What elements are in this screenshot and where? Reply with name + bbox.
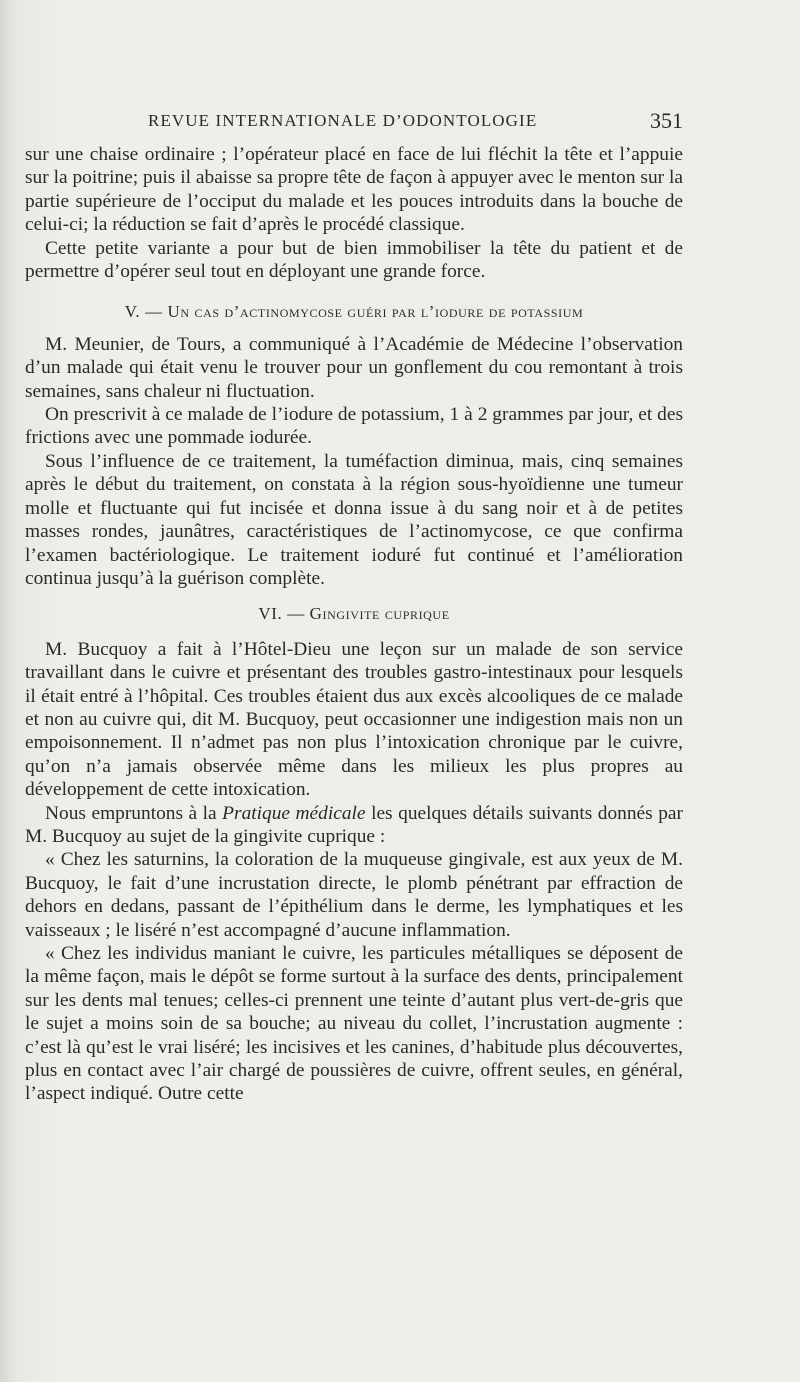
section-heading-vi: VI. — Gingivite cuprique xyxy=(258,604,450,624)
italic-title: Pratique médicale xyxy=(222,802,366,824)
body-text xyxy=(25,143,683,1106)
text-span: Nous empruntons à la xyxy=(45,802,223,824)
paragraph: Cette petite variante a pour but de bien immobiliser la tête du patient et de permettre d’opérer seul tout en déployant une grande force. xyxy=(25,237,683,283)
running-header xyxy=(148,108,683,137)
paragraph: M. Meunier, de Tours, a communiqué à l’Académie de Médecine l’observation d’un malade qui était venu le trouver pour un gonflement du cou remontant à trois semaines, sans chaleur ni fluctuation. xyxy=(25,333,683,402)
paragraph: Sous l’influence de ce traitement, la tuméfaction diminua, mais, cinq semaines après le début du traitement, on constata à la région sous-hyoïdienne une tumeur molle et fluctuante qui fut incisée et donna issue à du sang noir et à de petites masses rondes, jaunâtres, caractéristiques de l’actinomycose, ce que confirma l’examen bactériologique. Le traitement ioduré fut continué et l’amélioration continua jusqu’à la guérison complète. xyxy=(25,450,683,589)
paragraph: On prescrivit à ce malade de l’iodure de potassium, 1 à 2 grammes par jour, et des frictions avec une pommade iodurée. xyxy=(25,404,683,449)
running-title: REVUE INTERNATIONALE D’ODONTOLOGIE xyxy=(148,111,538,130)
paragraph: sur une chaise ordinaire ; l’opérateur placé en face de lui fléchit la tête et l’appuie sur la poitrine; puis il abaisse sa propre tête de façon à appuyer avec le menton sur la partie supérieure de l’occiput du malade et les pouces introduits dans la bouche de celui-ci; la réduction se fait d’après le procédé classique. xyxy=(25,144,683,236)
paragraph-quote-intro xyxy=(25,802,683,849)
paragraph: M. Bucquoy a fait à l’Hôtel-Dieu une leçon sur un malade de son service travaillant dans le cuivre et présentant des troubles gastro-intestinaux pour lesquels il était entré à l’hôpital. Ces troubles étaient dus aux excès alcooliques de ce malade et non au cuivre qui, dit M. Bucquoy, peut occasionner une indigestion mais non un empoisonnement. Il n’admet pas non plus l’intoxication chronique par le cuivre, qu’on n’a jamais observée même dans les milieux les plus propres au développement de cette intoxication. xyxy=(25,638,683,801)
section-heading-v: V. — Un cas d’actinomycose guéri par l’iodure de potassium xyxy=(124,302,584,322)
text-span: les quelques détails suivants donnés par M. Bucquoy au sujet de la gingivite cuprique : xyxy=(25,802,683,847)
paragraph: « Chez les individus maniant le cuivre, les particules métalliques se déposent de la même façon, mais le dépôt se forme surtout à la surface des dents, principalement sur les dents mal tenues; celles-ci prennent une teinte d’autant plus vert-de-gris que le sujet a moins soin de sa bouche; au niveau du collet, l’incrustation augmente : c’est là qu’est le vrai liséré; les incisives et les canines, d’habitude plus découvertes, plus en contact avec l’air chargé de poussières de cuivre, offrent seules, en général, l’aspect indiqué. Outre cette xyxy=(25,943,683,1105)
paragraph: « Chez les saturnins, la coloration de la muqueuse gingivale, est aux yeux de M. Bucquoy, le fait d’une incrustation directe, le plomb pénétrant par effraction de dehors en dedans, passant de l’épithélium dans le derme, les lymphatiques et les vaisseaux ; le liséré n’est accompagné d’aucune inflammation. xyxy=(25,849,683,941)
page-number: 351 xyxy=(650,108,683,133)
